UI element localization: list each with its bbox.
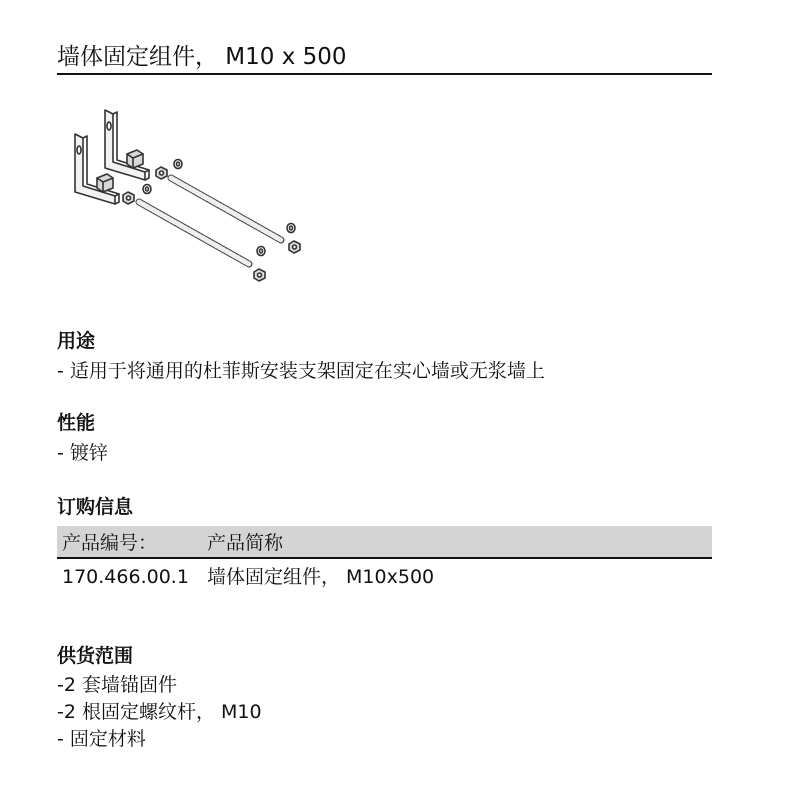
washer-3 [287,224,295,233]
features-item: - 镀锌 [57,442,108,464]
page-title: 墙体固定组件， M10 x 500 [57,44,347,70]
washer-1 [174,160,182,169]
column-header-short-name: 产品简称 [207,532,284,554]
article-number-cell: 170.466.00.1 [62,566,189,588]
ordering-table-header [57,526,712,559]
nut-1 [156,167,167,179]
section-heading-features: 性能 [57,412,96,434]
nut-2 [123,192,134,204]
scope-item: -2 套墙锚固件 [57,674,177,696]
product-illustration [57,100,317,300]
nut-3 [289,241,300,253]
section-heading-scope: 供货范围 [57,645,134,667]
scope-item: - 固定材料 [57,728,146,750]
section-heading-usage: 用途 [57,330,96,352]
washer-2 [143,185,151,194]
nut-4 [254,269,265,281]
wall-bracket-back [105,110,149,180]
section-heading-ordering: 订购信息 [57,496,134,518]
short-name-cell: 墙体固定组件， M10x500 [207,566,435,588]
scope-item: -2 根固定螺纹杆， M10 [57,701,262,723]
washer-4 [257,247,265,256]
usage-item: - 适用于将通用的杜菲斯安装支架固定在实心墙或无浆墙上 [57,360,545,382]
title-underline [57,73,712,75]
column-header-article-number: 产品编号： [62,532,158,554]
